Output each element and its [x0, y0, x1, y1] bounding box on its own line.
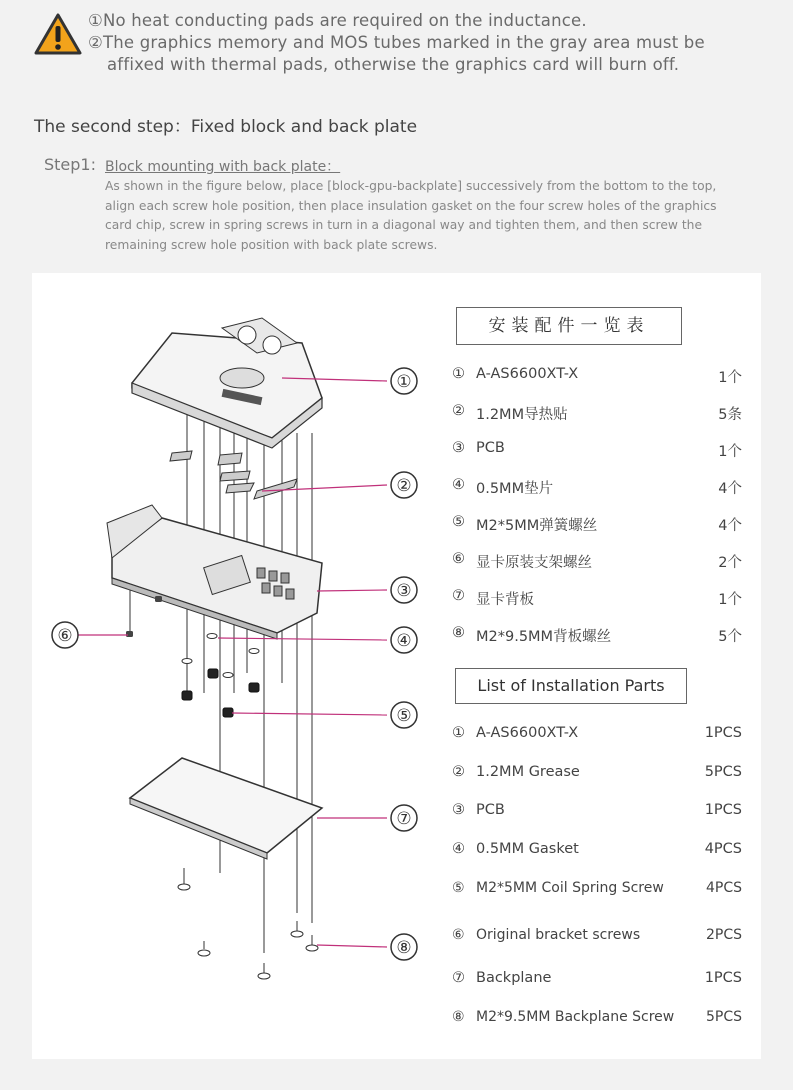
cn-item-qty: 5个: [718, 629, 742, 645]
step-label: Step1:: [44, 155, 96, 174]
en-item-qty: 5PCS: [704, 764, 742, 780]
en-item-name: M2*9.5MM Backplane Screw: [476, 1009, 675, 1025]
warning-line-2: ②The graphics memory and MOS tubes marked in the gray area must be: [88, 33, 705, 52]
step-description: As shown in the figure below, place [block-gpu-backplate] successively from the bottom to the top, align each screw hole position, then place insulation gasket on the four screw holes of the graphics card chip, screw in spring screws in turn in a diagonal way and tighten them, and then screw the remaining screw hole position with back plate screws.: [105, 179, 717, 252]
cn-item-num: ⑥: [452, 551, 465, 567]
en-item-name: A-AS6600XT-X: [476, 725, 579, 741]
en-item-num: ⑥: [452, 927, 465, 943]
callout-1: ①: [396, 372, 412, 392]
cn-item-qty: 1个: [718, 444, 742, 460]
en-item-num: ⑤: [452, 880, 465, 896]
en-item-num: ③: [452, 802, 465, 818]
warning-icon: [34, 12, 82, 56]
cn-item-qty: 4个: [718, 518, 742, 534]
parts-list-cn-title: 安装配件一览表: [456, 307, 682, 345]
cn-item-name: 1.2MM导热贴: [476, 407, 568, 423]
callout-6: ⑥: [57, 626, 73, 646]
cn-item-name: 显卡背板: [476, 592, 534, 608]
pcb-board: [107, 505, 322, 639]
step-title: The second step：Fixed block and back plate: [34, 117, 418, 137]
en-item-qty: 4PCS: [705, 880, 742, 896]
en-item-qty: 4PCS: [704, 841, 742, 857]
backplate: [130, 758, 322, 859]
en-item-name: Original bracket screws: [476, 927, 641, 943]
en-item-name: PCB: [476, 802, 505, 818]
cn-item-name: 0.5MM垫片: [476, 481, 554, 497]
warning-text: [88, 10, 705, 76]
exploded-diagram: [32, 273, 761, 1059]
en-item-qty: 1PCS: [704, 725, 742, 741]
cn-item-name: PCB: [476, 440, 505, 456]
cn-item-num: ⑤: [452, 514, 465, 530]
callout-8: ⑧: [396, 938, 412, 958]
en-item-num: ①: [452, 725, 465, 741]
cn-item-qty: 4个: [718, 481, 742, 497]
cn-item-num: ⑦: [452, 588, 465, 604]
en-item-name: M2*5MM Coil Spring Screw: [476, 880, 664, 896]
cn-item-name: M2*5MM弹簧螺丝: [476, 518, 598, 534]
cn-item-num: ⑧: [452, 625, 465, 641]
en-item-num: ⑦: [452, 970, 465, 986]
bracket-screws: [126, 596, 162, 637]
cn-item-num: ②: [452, 403, 465, 419]
callout-5: ⑤: [396, 706, 412, 726]
callout-2: ②: [396, 476, 412, 496]
cn-item-qty: 5条: [718, 407, 742, 423]
water-block: [132, 318, 322, 448]
en-item-qty: 1PCS: [704, 802, 742, 818]
cn-item-qty: 2个: [718, 555, 742, 571]
callout-7: ⑦: [396, 809, 412, 829]
en-item-name: 0.5MM Gasket: [476, 841, 579, 857]
parts-list-en-title: List of Installation Parts: [455, 668, 687, 704]
cn-item-name: 显卡原装支架螺丝: [476, 555, 592, 571]
cn-item-name: M2*9.5MM背板螺丝: [476, 629, 612, 645]
en-item-qty: 2PCS: [705, 927, 742, 943]
cn-item-num: ①: [452, 366, 465, 382]
cn-item-name: A-AS6600XT-X: [476, 366, 579, 382]
callout-3: ③: [396, 581, 412, 601]
en-item-name: 1.2MM Grease: [476, 764, 580, 780]
en-item-name: Backplane: [476, 970, 552, 986]
thermal-pads: [170, 451, 297, 499]
cn-item-qty: 1个: [718, 592, 742, 608]
step-subtitle: Block mounting with back plate：: [105, 159, 341, 175]
cn-item-num: ④: [452, 477, 465, 493]
en-item-num: ④: [452, 841, 465, 857]
en-item-num: ②: [452, 764, 465, 780]
en-item-qty: 5PCS: [705, 1009, 742, 1025]
warning-line-1: ①No heat conducting pads are required on the inductance.: [88, 11, 587, 30]
en-item-num: ⑧: [452, 1009, 465, 1025]
en-item-qty: 1PCS: [704, 970, 742, 986]
cn-item-qty: 1个: [718, 370, 742, 386]
callout-4: ④: [396, 631, 412, 651]
installation-panel: [32, 273, 761, 1059]
cn-item-num: ③: [452, 440, 465, 456]
warning-line-3: affixed with thermal pads, otherwise the graphics card will burn off.: [107, 55, 680, 74]
